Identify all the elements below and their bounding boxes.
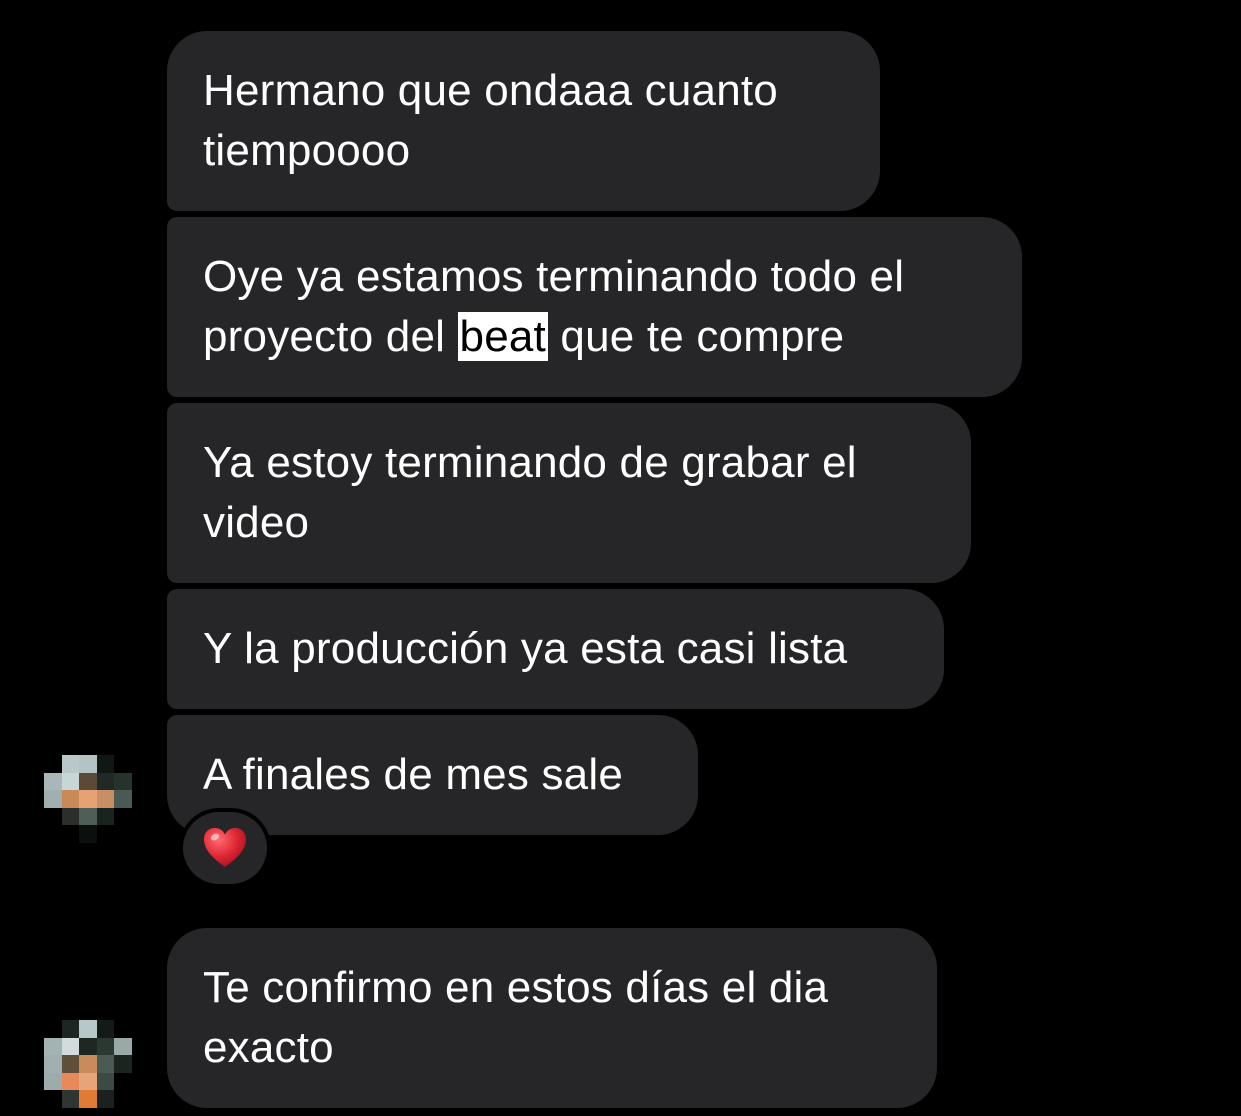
message-bubble[interactable]	[167, 928, 937, 1108]
message-text: Te confirmo en estos días el dia exacto	[203, 963, 829, 1072]
message-bubble[interactable]	[167, 403, 971, 583]
reaction-pill[interactable]	[183, 812, 267, 884]
message-text: Y la producción ya esta casi lista	[203, 624, 848, 673]
message-text-part: Oye ya estamos terminando todo el proyecto del	[203, 252, 905, 361]
message-reaction[interactable]	[179, 808, 271, 888]
message-bubble[interactable]	[167, 217, 1022, 397]
message-text: Ya estoy terminando de grabar el video	[203, 438, 857, 547]
message-text: A finales de mes sale	[203, 750, 623, 799]
selected-word[interactable]: beat	[459, 312, 546, 361]
message-text: Hermano que ondaaa cuanto tiempoooo	[203, 66, 778, 175]
sender-avatar[interactable]	[44, 1020, 132, 1108]
message-text-part: que te compre	[547, 312, 845, 361]
sender-avatar[interactable]	[44, 755, 132, 843]
heart-icon	[203, 827, 247, 869]
message-bubble[interactable]	[167, 31, 880, 211]
message-text	[203, 247, 986, 367]
message-bubble[interactable]	[167, 589, 944, 709]
